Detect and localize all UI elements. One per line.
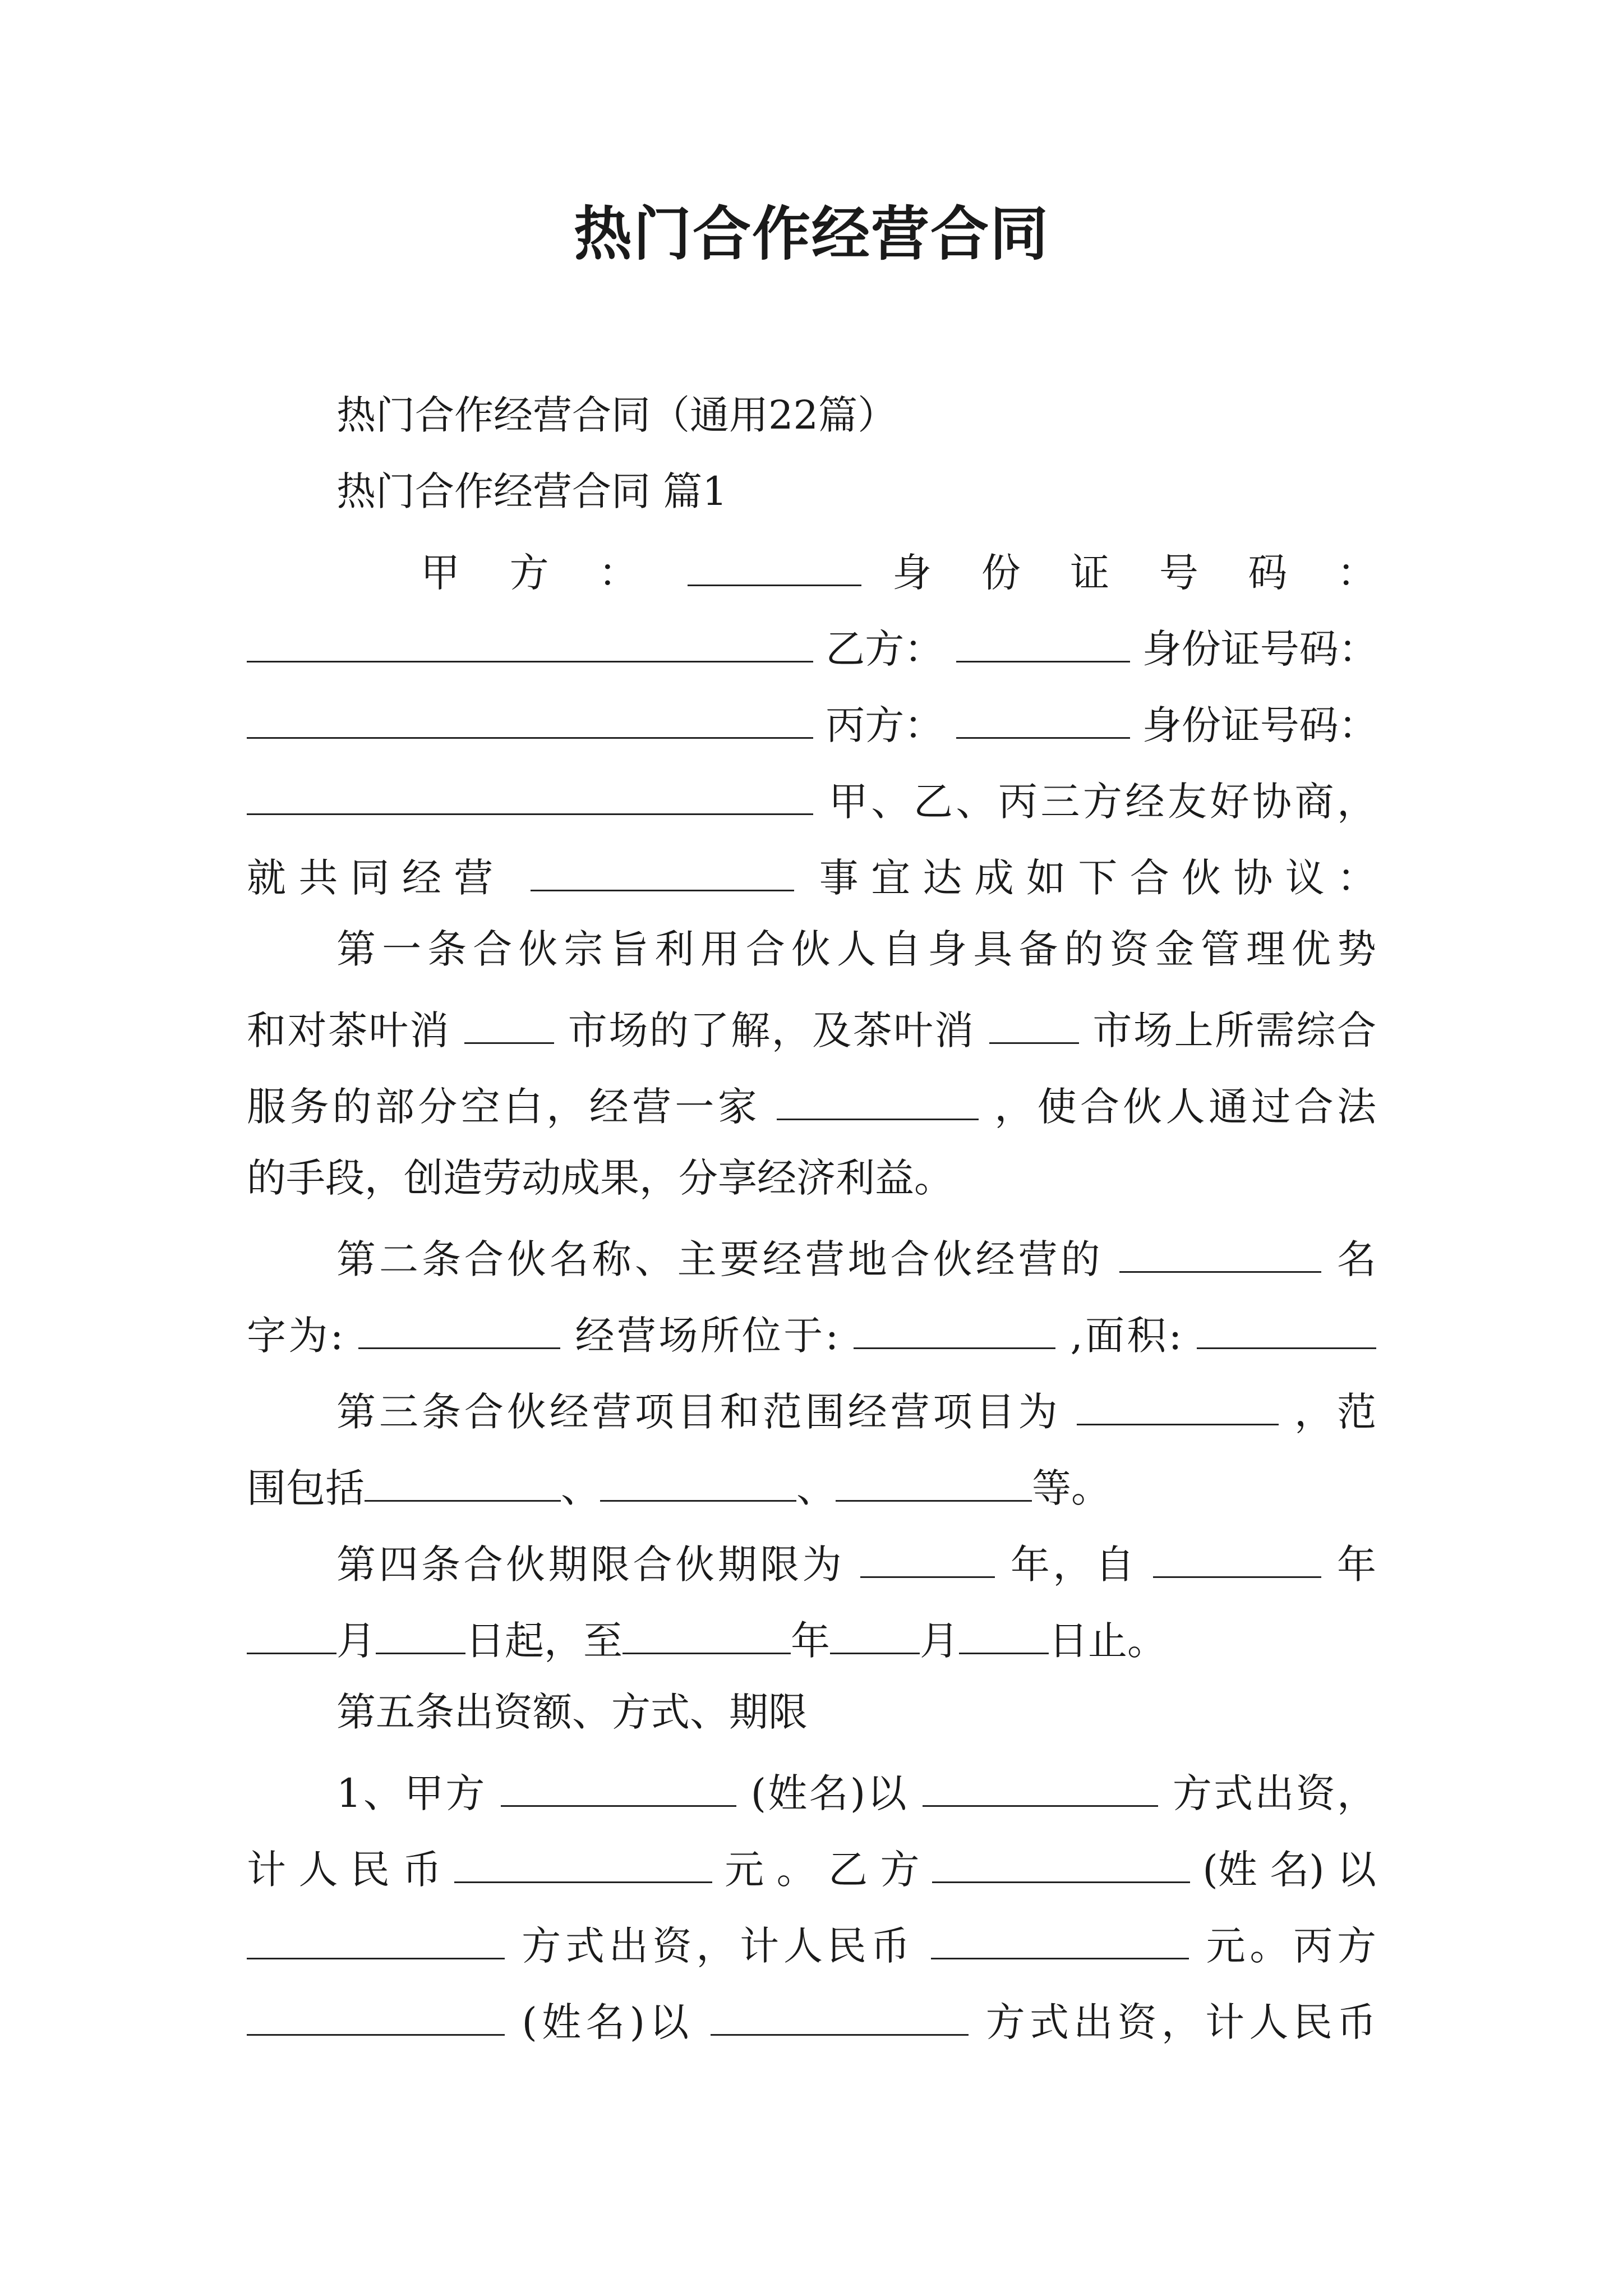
scope-blank-3: [836, 1455, 1032, 1502]
area-blank: [1197, 1303, 1376, 1349]
article-5-text: 第五条出资额、方式、期限: [336, 1689, 808, 1735]
start-year-blank: [1153, 1531, 1321, 1578]
contribution-text-1c: 方式出资，: [1172, 1770, 1377, 1816]
contribution-text-3b: 元。丙方: [1206, 1923, 1377, 1969]
article-1-text-2a: 和对茶叶消: [247, 1007, 450, 1053]
contribution-line-2: [247, 1837, 1376, 1893]
article-3-sep-1: 、: [561, 1465, 600, 1511]
party-a-label: 甲 方 ：: [421, 550, 657, 596]
article-1-text: 第一条合伙宗旨利用合伙人自身具备的资金管理优势: [336, 926, 1376, 972]
party-b-method-blank: [247, 1913, 505, 1959]
contribution-line-4: [247, 1989, 1376, 2045]
article-1-text-2c: 市场上所需综合: [1092, 1007, 1377, 1053]
article-2-text-2c: ,面积:: [1070, 1313, 1182, 1359]
article-1-line-4: [247, 1150, 1376, 1206]
end-month-blank: [830, 1608, 920, 1654]
contribution-text-1a: 1、甲方: [336, 1770, 487, 1816]
contribution-line-3: [247, 1913, 1376, 1969]
article-1-text-4: 的手段，创造劳动成果，分享经济利益。: [247, 1155, 953, 1201]
month-label-2: 月: [920, 1618, 959, 1664]
contribution-text-4a: (姓名)以: [522, 1999, 694, 2045]
party-a-name-blank: [688, 540, 861, 586]
party-a-id-label: 身 份 证 号 码 ：: [892, 550, 1376, 596]
article-4-text-1b: 年，自: [1010, 1542, 1138, 1588]
document-subtitle: 热门合作经营合同（通用22篇）: [336, 392, 897, 438]
section-heading: 热门合作经营合同 篇1: [336, 468, 727, 514]
consumption-blank-2: [989, 997, 1079, 1044]
article-4-text-2a: 日起，至: [465, 1618, 623, 1664]
end-day-blank: [959, 1608, 1049, 1654]
contribution-text-1b: (姓名)以: [750, 1770, 909, 1816]
party-a-id-blank: [247, 616, 813, 662]
party-b-amount-blank: [931, 1913, 1189, 1959]
party-b-label: 乙方：: [826, 626, 944, 672]
contribution-text-2a: 计 人 民 币: [247, 1847, 442, 1893]
article-3-text-1b: ，范: [1294, 1389, 1377, 1435]
party-b-name-blank: [956, 616, 1130, 662]
party-c-method-blank: [711, 1989, 969, 2036]
article-1-text-3a: 服务的部分空白，经营一家: [247, 1084, 761, 1130]
article-1-line-1: [336, 921, 1376, 977]
party-c-label: 丙方：: [826, 702, 944, 748]
article-2-text-2b: 经营场所位于:: [575, 1313, 839, 1359]
start-month-blank: [247, 1608, 336, 1654]
article-3-text-2b: 等。: [1032, 1465, 1110, 1511]
contribution-text-4b: 方式出资，计人民币: [985, 1999, 1376, 2045]
party-a-method-blank: [923, 1760, 1158, 1807]
article-2-text-1a: 第二条合伙名称、主要经营地合伙经营的: [336, 1236, 1104, 1282]
article-4-text-1a: 第四条合伙期限合伙期限为: [336, 1542, 845, 1588]
negotiation-line: [247, 769, 1376, 825]
party-a-contributor-blank: [501, 1760, 736, 1807]
party-c-name-blank: [956, 692, 1130, 739]
party-c-id-label: 身份证号码：: [1142, 702, 1378, 748]
location-blank: [854, 1303, 1055, 1349]
article-2-text-2a: 字为:: [247, 1313, 344, 1359]
article-3-text-1a: 第三条合伙经营项目和范围经营项目为: [336, 1389, 1061, 1435]
article-5-heading: [336, 1684, 1376, 1740]
name-blank: [358, 1303, 560, 1349]
article-3-text-2a: 围包括: [247, 1465, 365, 1511]
article-3-line-1: [336, 1379, 1376, 1435]
article-4-text-1c: 年: [1336, 1542, 1376, 1588]
article-2-line-2: [247, 1303, 1376, 1359]
article-4-line-2: [247, 1608, 1376, 1664]
article-1-text-3b: ，使合伙人通过合法: [994, 1084, 1376, 1130]
negotiation-text: 甲、乙、丙三方经友好协商，: [828, 779, 1376, 825]
end-year-blank: [623, 1608, 791, 1654]
party-b-id-label: 身份证号码：: [1142, 626, 1378, 672]
document-title: 热门合作经营合同: [573, 199, 1049, 268]
party-a-line: [421, 540, 1376, 596]
article-3-sep-2: 、: [796, 1465, 836, 1511]
article-1-line-3: [247, 1074, 1376, 1130]
article-2-line-1: [336, 1226, 1376, 1282]
partnership-name-blank: [1119, 1226, 1321, 1273]
article-4-line-1: [336, 1531, 1376, 1588]
article-2-text-1b: 名: [1337, 1236, 1376, 1282]
contribution-text-3a: 方式出资，计人民币: [522, 1923, 915, 1969]
scope-blank-2: [600, 1455, 796, 1502]
year-label-2: 年: [791, 1618, 830, 1664]
business-blank: [531, 845, 794, 891]
article-1-text-2b: 市场的了解，及茶叶消: [568, 1007, 975, 1053]
start-day-blank: [376, 1608, 465, 1654]
contribution-line-1: [336, 1760, 1376, 1816]
contribution-text-2b: 元 。 乙 方: [725, 1847, 920, 1893]
agreement-line: [247, 845, 1376, 901]
agreement-text-2: 事宜达成如下合伙协议：: [819, 855, 1376, 901]
month-label-1: 月: [336, 1618, 376, 1664]
article-4-text-2b: 日止。: [1049, 1618, 1166, 1664]
project-blank: [1077, 1379, 1279, 1425]
party-b-contributor-blank: [932, 1837, 1190, 1883]
scope-blank-1: [365, 1455, 561, 1502]
business-name-blank: [777, 1074, 979, 1120]
party-c-contributor-blank: [247, 1989, 505, 2036]
party-c-line: [247, 692, 1376, 748]
article-3-line-2: [247, 1455, 1376, 1511]
party-b-line: [247, 616, 1376, 672]
term-years-blank: [860, 1531, 995, 1578]
party-c-id-blank: [247, 769, 813, 815]
agreement-text-1: 就共同经营: [247, 855, 506, 901]
contribution-text-2c: (姓 名) 以: [1202, 1847, 1376, 1893]
party-a-amount-blank: [454, 1837, 712, 1883]
article-1-line-2: [247, 997, 1376, 1053]
party-b-id-blank: [247, 692, 813, 739]
consumption-blank-1: [464, 997, 554, 1044]
